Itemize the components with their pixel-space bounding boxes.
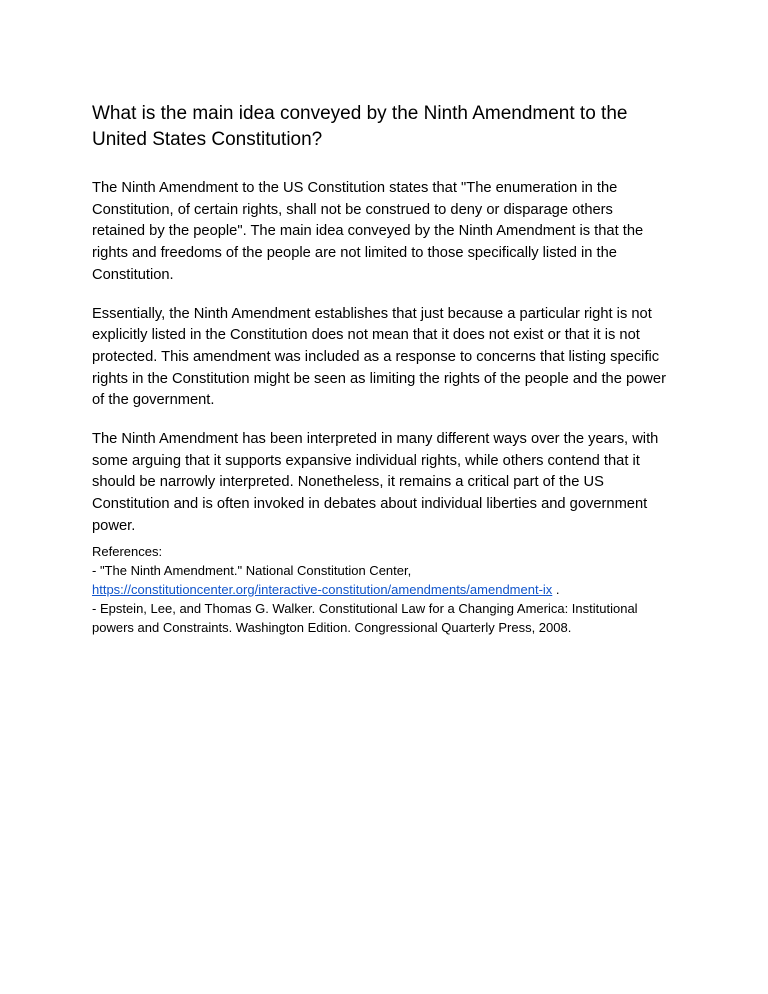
references-label: References: <box>92 543 163 559</box>
answer-paragraph-2: Essentially, the Ninth Amendment establishes that just because a particular right is not explicitly listed in the Constitution does not mean that it does not exist or that it is not protected. This amendment was included as a response to concerns that listing specific rights in the Constitution might be seen as limiting the rights of the people and the power of the government. <box>92 305 666 409</box>
reference-item-2: - Epstein, Lee, and Thomas G. Walker. Constitutional Law for a Changing America: Institutional powers and Constraints. Washington Edition. Congressional Quarterly Press, 2008. <box>92 600 638 635</box>
references-section <box>92 542 672 637</box>
reference-link[interactable]: https://constitutioncenter.org/interactive-constitution/amendments/amendment-ix <box>92 581 553 597</box>
reference-item-1 <box>92 561 672 599</box>
answer-paragraph-3: The Ninth Amendment has been interpreted in many different ways over the years, with some arguing that it supports expansive individual rights, while others contend that it should be narrowly interpreted. Nonetheless, it remains a critical part of the US Constitution and is often invoked in debates about individual liberties and government power. <box>92 431 659 534</box>
answer-paragraph-1: The Ninth Amendment to the US Constitution states that "The enumeration in the Constitution, of certain rights, shall not be construed to deny or disparage others retained by the people". The main idea conveyed by the Ninth Amendment is that the rights and freedoms of the people are not limited to those specifically listed in the Constitution. <box>92 180 644 283</box>
question-heading: What is the main idea conveyed by the Ninth Amendment to the United States Constitution? <box>92 103 628 150</box>
reference-item-1-text: - "The Ninth Amendment." National Constitution Center, <box>92 562 412 578</box>
reference-item-1-period: . <box>552 581 560 597</box>
